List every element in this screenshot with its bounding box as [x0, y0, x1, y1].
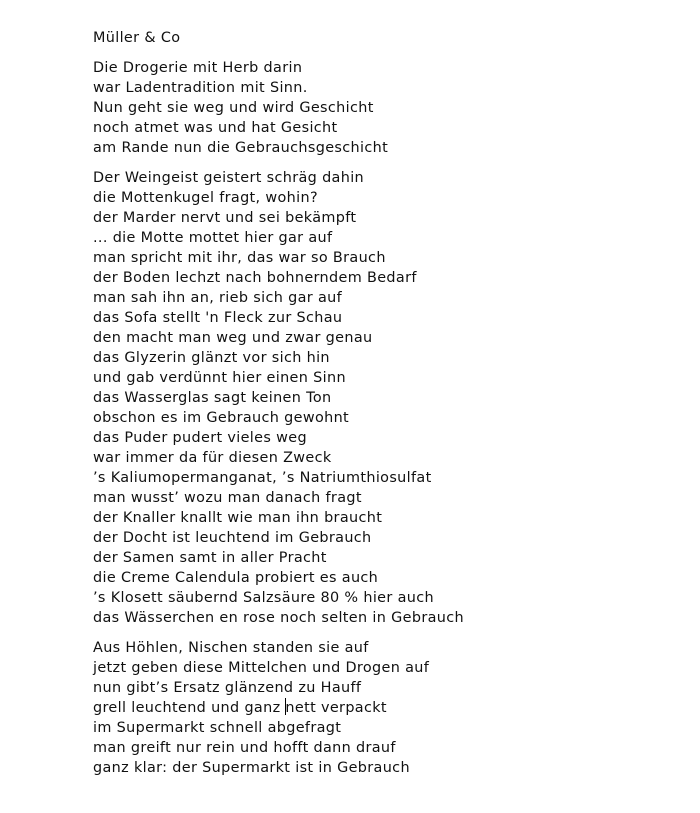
poem-line: das Glyzerin glänzt vor sich hin — [93, 350, 330, 366]
poem-line: der Samen samt in aller Pracht — [93, 550, 327, 566]
poem-line — [93, 698, 683, 718]
poem-line: noch atmet was und hat Gesicht — [93, 120, 338, 136]
poem-line: war Ladentradition mit Sinn. — [93, 80, 308, 96]
poem-body — [93, 58, 683, 778]
poem-line: obschon es im Gebrauch gewohnt — [93, 410, 350, 426]
line-text-before-cursor: grell leuchtend und ganz — [93, 700, 286, 716]
poem-line: der Boden lechzt nach bohnerndem Bedarf — [93, 270, 417, 286]
poem-line: jetzt geben diese Mittelchen und Drogen auf — [93, 660, 430, 676]
poem-line: das Wasserglas sagt keinen Ton — [93, 390, 332, 406]
stanza — [93, 58, 683, 158]
poem-line: und gab verdünnt hier einen Sinn — [93, 370, 346, 386]
poem-line: die Creme Calendula probiert es auch — [93, 570, 379, 586]
poem-line: der Marder nervt und sei bekämpft — [93, 210, 357, 226]
poem-line: man sah ihn an, rieb sich gar auf — [93, 290, 343, 306]
poem-line: Der Weingeist geistert schräg dahin — [93, 170, 365, 186]
document-page[interactable] — [93, 28, 683, 788]
poem-line: das Sofa stellt 'n Fleck zur Schau — [93, 310, 343, 326]
poem-title: Müller & Co — [93, 30, 181, 46]
poem-line: war immer da für diesen Zweck — [93, 450, 332, 466]
poem-line: der Knaller knallt wie man ihn braucht — [93, 510, 383, 526]
poem-line: die Mottenkugel fragt, wohin? — [93, 190, 318, 206]
stanza — [93, 638, 683, 778]
poem-line: nun gibt’s Ersatz glänzend zu Hauff — [93, 680, 362, 696]
poem-line: der Docht ist leuchtend im Gebrauch — [93, 530, 372, 546]
line-text-after-cursor: nett verpackt — [285, 700, 387, 716]
poem-line: man wusst’ wozu man danach fragt — [93, 490, 362, 506]
poem-line: das Puder pudert vieles weg — [93, 430, 307, 446]
poem-line: ... die Motte mottet hier gar auf — [93, 230, 333, 246]
stanza — [93, 168, 683, 628]
poem-line: das Wässerchen en rose noch selten in Gebrauch — [93, 610, 464, 626]
poem-line: man greift nur rein und hofft dann drauf — [93, 740, 396, 756]
poem-line: Aus Höhlen, Nischen standen sie auf — [93, 640, 369, 656]
poem-line: Die Drogerie mit Herb darin — [93, 60, 303, 76]
poem-line: ’s Kaliumopermanganat, ’s Natriumthiosulfat — [93, 470, 432, 486]
poem-line: am Rande nun die Gebrauchsgeschicht — [93, 140, 389, 156]
poem-line: ’s Klosett säubernd Salzsäure 80 % hier auch — [93, 590, 434, 606]
poem-line: im Supermarkt schnell abgefragt — [93, 720, 342, 736]
poem-line: den macht man weg und zwar genau — [93, 330, 373, 346]
poem-line: Nun geht sie weg und wird Geschicht — [93, 100, 374, 116]
poem-line: man spricht mit ihr, das war so Brauch — [93, 250, 386, 266]
poem-line: ganz klar: der Supermarkt ist in Gebrauch — [93, 760, 410, 776]
